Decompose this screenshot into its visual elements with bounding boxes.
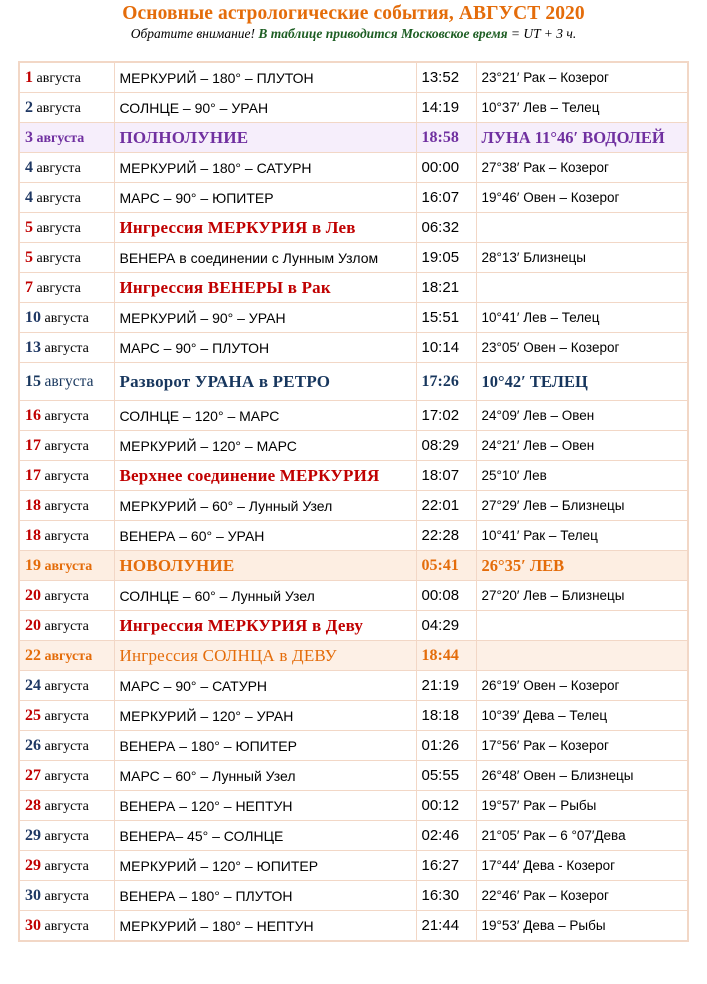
time-cell: 10:14 bbox=[416, 333, 476, 363]
time-cell: 05:41 bbox=[416, 551, 476, 581]
date-cell bbox=[19, 761, 114, 791]
month-label: августа bbox=[44, 768, 89, 784]
day-number: 29 bbox=[25, 856, 41, 874]
position-cell bbox=[476, 213, 688, 243]
aspect-cell: ВЕНЕРА – 60° – УРАН bbox=[114, 521, 416, 551]
table-row bbox=[19, 581, 688, 611]
position-cell: 24°21′ Лев – Овен bbox=[476, 431, 688, 461]
table-row bbox=[19, 491, 688, 521]
date-cell bbox=[19, 851, 114, 881]
table-row bbox=[19, 611, 688, 641]
date-cell bbox=[19, 153, 114, 183]
time-cell: 17:02 bbox=[416, 401, 476, 431]
day-number: 4 bbox=[25, 158, 33, 176]
position-cell: 10°41′ Рак – Телец bbox=[476, 521, 688, 551]
aspect-cell: МЕРКУРИЙ – 120° – МАРС bbox=[114, 431, 416, 461]
date-cell bbox=[19, 461, 114, 491]
date-cell bbox=[19, 911, 114, 942]
aspect-cell: МЕРКУРИЙ – 60° – Лунный Узел bbox=[114, 491, 416, 521]
time-cell: 00:08 bbox=[416, 581, 476, 611]
aspect-cell: МАРС – 90° – ЮПИТЕР bbox=[114, 183, 416, 213]
time-cell: 22:28 bbox=[416, 521, 476, 551]
month-label: августа bbox=[36, 190, 81, 206]
time-cell: 00:12 bbox=[416, 791, 476, 821]
date-cell bbox=[19, 491, 114, 521]
month-label: августа bbox=[36, 70, 81, 86]
date-cell bbox=[19, 641, 114, 671]
date-cell bbox=[19, 431, 114, 461]
table-row bbox=[19, 821, 688, 851]
month-label: августа bbox=[44, 528, 89, 544]
table-row bbox=[19, 521, 688, 551]
month-label: августа bbox=[36, 250, 81, 266]
day-number: 15 bbox=[25, 372, 41, 390]
table-row bbox=[19, 363, 688, 401]
month-label: августа bbox=[44, 588, 89, 604]
day-number: 20 bbox=[25, 586, 41, 604]
aspect-cell: МАРС – 90° – САТУРН bbox=[114, 671, 416, 701]
time-cell: 21:44 bbox=[416, 911, 476, 942]
aspect-cell: ВЕНЕРА – 120° – НЕПТУН bbox=[114, 791, 416, 821]
position-cell: 25°10′ Лев bbox=[476, 461, 688, 491]
date-cell bbox=[19, 62, 114, 93]
month-label: августа bbox=[44, 648, 93, 664]
position-cell: 28°13′ Близнецы bbox=[476, 243, 688, 273]
month-label: августа bbox=[44, 438, 89, 454]
month-label: августа bbox=[44, 372, 94, 390]
date-cell bbox=[19, 123, 114, 153]
aspect-cell: Верхнее соединение МЕРКУРИЯ bbox=[114, 461, 416, 491]
table-row bbox=[19, 911, 688, 942]
date-cell bbox=[19, 521, 114, 551]
aspect-cell: МАРС – 60° – Лунный Узел bbox=[114, 761, 416, 791]
day-number: 30 bbox=[25, 916, 41, 934]
table-row bbox=[19, 791, 688, 821]
table-row bbox=[19, 551, 688, 581]
month-label: августа bbox=[44, 888, 89, 904]
position-cell: 23°05′ Овен – Козерог bbox=[476, 333, 688, 363]
month-label: августа bbox=[44, 618, 89, 634]
month-label: августа bbox=[36, 220, 81, 236]
month-label: августа bbox=[44, 498, 89, 514]
position-cell: 10°42′ ТЕЛЕЦ bbox=[476, 363, 688, 401]
aspect-cell: Ингрессия ВЕНЕРЫ в Рак bbox=[114, 273, 416, 303]
position-cell: 27°20′ Лев – Близнецы bbox=[476, 581, 688, 611]
aspect-cell: СОЛНЦЕ – 90° – УРАН bbox=[114, 93, 416, 123]
date-cell bbox=[19, 273, 114, 303]
date-cell bbox=[19, 93, 114, 123]
aspect-cell: МЕРКУРИЙ – 180° – НЕПТУН bbox=[114, 911, 416, 942]
aspect-cell: СОЛНЦЕ – 60° – Лунный Узел bbox=[114, 581, 416, 611]
subtitle-suffix: = UT + 3 ч. bbox=[507, 26, 577, 41]
date-cell bbox=[19, 821, 114, 851]
position-cell: 10°37′ Лев – Телец bbox=[476, 93, 688, 123]
position-cell: 27°38′ Рак – Козерог bbox=[476, 153, 688, 183]
aspect-cell: ВЕНЕРА– 45° – СОЛНЦЕ bbox=[114, 821, 416, 851]
date-cell bbox=[19, 363, 114, 401]
position-cell: 22°46′ Рак – Козерог bbox=[476, 881, 688, 911]
time-cell: 00:00 bbox=[416, 153, 476, 183]
month-label: августа bbox=[44, 798, 89, 814]
aspect-cell: МАРС – 90° – ПЛУТОН bbox=[114, 333, 416, 363]
subtitle-highlight: В таблице приводится Московское время bbox=[258, 26, 508, 41]
month-label: августа bbox=[44, 738, 89, 754]
month-label: августа bbox=[44, 340, 89, 356]
date-cell bbox=[19, 551, 114, 581]
date-cell bbox=[19, 791, 114, 821]
table-row bbox=[19, 671, 688, 701]
month-label: августа bbox=[44, 408, 89, 424]
time-cell: 04:29 bbox=[416, 611, 476, 641]
table-row bbox=[19, 62, 688, 93]
aspect-cell: ВЕНЕРА в соединении с Лунным Узлом bbox=[114, 243, 416, 273]
position-cell bbox=[476, 273, 688, 303]
day-number: 4 bbox=[25, 188, 33, 206]
day-number: 29 bbox=[25, 826, 41, 844]
table-row bbox=[19, 273, 688, 303]
day-number: 26 bbox=[25, 736, 41, 754]
subtitle-prefix: Обратите внимание! bbox=[130, 26, 259, 41]
time-cell: 18:58 bbox=[416, 123, 476, 153]
day-number: 3 bbox=[25, 128, 33, 146]
day-number: 22 bbox=[25, 646, 41, 664]
aspect-cell: МЕРКУРИЙ – 120° – ЮПИТЕР bbox=[114, 851, 416, 881]
time-cell: 18:21 bbox=[416, 273, 476, 303]
position-cell: 21°05′ Рак – 6 °07′Дева bbox=[476, 821, 688, 851]
events-table bbox=[18, 61, 689, 942]
day-number: 28 bbox=[25, 796, 41, 814]
aspect-cell: НОВОЛУНИЕ bbox=[114, 551, 416, 581]
time-cell: 15:51 bbox=[416, 303, 476, 333]
time-cell: 22:01 bbox=[416, 491, 476, 521]
table-row bbox=[19, 431, 688, 461]
day-number: 17 bbox=[25, 466, 41, 484]
page-title: Основные астрологические события, АВГУСТ 2020 bbox=[122, 3, 585, 24]
table-row bbox=[19, 881, 688, 911]
time-cell: 01:26 bbox=[416, 731, 476, 761]
page-subtitle bbox=[0, 26, 707, 42]
month-label: августа bbox=[44, 558, 93, 574]
date-cell bbox=[19, 671, 114, 701]
month-label: августа bbox=[36, 100, 81, 116]
aspect-cell: Разворот УРАНА в РЕТРО bbox=[114, 363, 416, 401]
aspect-cell: МЕРКУРИЙ – 180° – САТУРН bbox=[114, 153, 416, 183]
table-row bbox=[19, 93, 688, 123]
aspect-cell: ВЕНЕРА – 180° – ЮПИТЕР bbox=[114, 731, 416, 761]
day-number: 27 bbox=[25, 766, 41, 784]
position-cell bbox=[476, 641, 688, 671]
month-label: августа bbox=[44, 310, 89, 326]
day-number: 5 bbox=[25, 218, 33, 236]
day-number: 18 bbox=[25, 526, 41, 544]
time-cell: 16:30 bbox=[416, 881, 476, 911]
month-label: августа bbox=[44, 858, 89, 874]
table-row bbox=[19, 731, 688, 761]
day-number: 19 bbox=[25, 556, 41, 574]
date-cell bbox=[19, 881, 114, 911]
aspect-cell: Ингрессия МЕРКУРИЯ в Лев bbox=[114, 213, 416, 243]
table-row bbox=[19, 213, 688, 243]
position-cell: 24°09′ Лев – Овен bbox=[476, 401, 688, 431]
day-number: 7 bbox=[25, 278, 33, 296]
aspect-cell: Ингрессия МЕРКУРИЯ в Деву bbox=[114, 611, 416, 641]
position-cell: 26°35′ ЛЕВ bbox=[476, 551, 688, 581]
time-cell: 18:18 bbox=[416, 701, 476, 731]
time-cell: 19:05 bbox=[416, 243, 476, 273]
table-row bbox=[19, 303, 688, 333]
time-cell: 05:55 bbox=[416, 761, 476, 791]
month-label: августа bbox=[36, 160, 81, 176]
position-cell: ЛУНА 11°46′ ВОДОЛЕЙ bbox=[476, 123, 688, 153]
date-cell bbox=[19, 333, 114, 363]
day-number: 30 bbox=[25, 886, 41, 904]
position-cell: 17°44′ Дева - Козерог bbox=[476, 851, 688, 881]
month-label: августа bbox=[44, 708, 89, 724]
date-cell bbox=[19, 611, 114, 641]
time-cell: 08:29 bbox=[416, 431, 476, 461]
aspect-cell: ВЕНЕРА – 180° – ПЛУТОН bbox=[114, 881, 416, 911]
day-number: 13 bbox=[25, 338, 41, 356]
table-row bbox=[19, 153, 688, 183]
time-cell: 18:44 bbox=[416, 641, 476, 671]
day-number: 17 bbox=[25, 436, 41, 454]
time-cell: 16:27 bbox=[416, 851, 476, 881]
time-cell: 14:19 bbox=[416, 93, 476, 123]
aspect-cell: СОЛНЦЕ – 120° – МАРС bbox=[114, 401, 416, 431]
month-label: августа bbox=[44, 468, 89, 484]
position-cell: 19°53′ Дева – Рыбы bbox=[476, 911, 688, 942]
position-cell: 10°41′ Лев – Телец bbox=[476, 303, 688, 333]
time-cell: 17:26 bbox=[416, 363, 476, 401]
date-cell bbox=[19, 581, 114, 611]
aspect-cell: ПОЛНОЛУНИЕ bbox=[114, 123, 416, 153]
date-cell bbox=[19, 701, 114, 731]
month-label: августа bbox=[36, 130, 85, 146]
time-cell: 18:07 bbox=[416, 461, 476, 491]
table-row bbox=[19, 641, 688, 671]
position-cell: 10°39′ Дева – Телец bbox=[476, 701, 688, 731]
table-row bbox=[19, 851, 688, 881]
aspect-cell: МЕРКУРИЙ – 90° – УРАН bbox=[114, 303, 416, 333]
month-label: августа bbox=[36, 280, 81, 296]
aspect-cell: Ингрессия СОЛНЦА в ДЕВУ bbox=[114, 641, 416, 671]
position-cell: 27°29′ Лев – Близнецы bbox=[476, 491, 688, 521]
position-cell: 23°21′ Рак – Козерог bbox=[476, 62, 688, 93]
position-cell: 17°56′ Рак – Козерог bbox=[476, 731, 688, 761]
table-row bbox=[19, 183, 688, 213]
time-cell: 21:19 bbox=[416, 671, 476, 701]
time-cell: 13:52 bbox=[416, 62, 476, 93]
time-cell: 06:32 bbox=[416, 213, 476, 243]
position-cell: 26°19′ Овен – Козерог bbox=[476, 671, 688, 701]
table-row bbox=[19, 243, 688, 273]
position-cell: 26°48′ Овен – Близнецы bbox=[476, 761, 688, 791]
table-row bbox=[19, 761, 688, 791]
day-number: 20 bbox=[25, 616, 41, 634]
month-label: августа bbox=[44, 918, 89, 934]
date-cell bbox=[19, 401, 114, 431]
month-label: августа bbox=[44, 828, 89, 844]
aspect-cell: МЕРКУРИЙ – 180° – ПЛУТОН bbox=[114, 62, 416, 93]
day-number: 10 bbox=[25, 308, 41, 326]
position-cell: 19°46′ Овен – Козерог bbox=[476, 183, 688, 213]
day-number: 25 bbox=[25, 706, 41, 724]
day-number: 24 bbox=[25, 676, 41, 694]
date-cell bbox=[19, 303, 114, 333]
month-label: августа bbox=[44, 678, 89, 694]
table-row bbox=[19, 401, 688, 431]
day-number: 5 bbox=[25, 248, 33, 266]
day-number: 16 bbox=[25, 406, 41, 424]
time-cell: 16:07 bbox=[416, 183, 476, 213]
date-cell bbox=[19, 213, 114, 243]
date-cell bbox=[19, 243, 114, 273]
time-cell: 02:46 bbox=[416, 821, 476, 851]
date-cell bbox=[19, 183, 114, 213]
position-cell: 19°57′ Рак – Рыбы bbox=[476, 791, 688, 821]
position-cell bbox=[476, 611, 688, 641]
table-row bbox=[19, 123, 688, 153]
table-row bbox=[19, 333, 688, 363]
day-number: 18 bbox=[25, 496, 41, 514]
aspect-cell: МЕРКУРИЙ – 120° – УРАН bbox=[114, 701, 416, 731]
table-row bbox=[19, 461, 688, 491]
day-number: 2 bbox=[25, 98, 33, 116]
date-cell bbox=[19, 731, 114, 761]
day-number: 1 bbox=[25, 68, 33, 86]
table-row bbox=[19, 701, 688, 731]
